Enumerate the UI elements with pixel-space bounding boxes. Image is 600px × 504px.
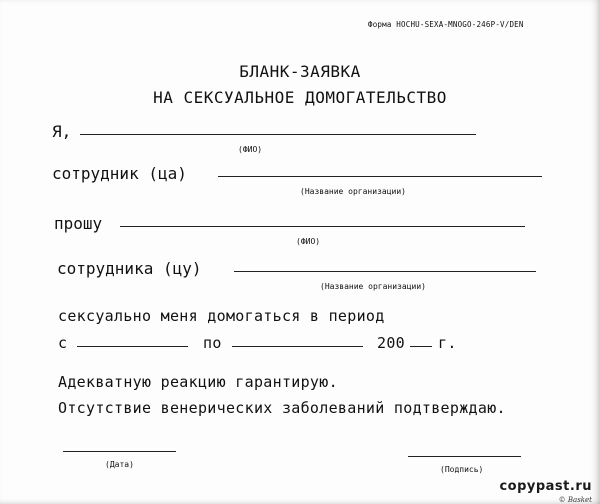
date-line[interactable] bbox=[63, 451, 176, 452]
form-code: Форма HOCHU-SEXA-MNOGO-246P-V/DEN bbox=[368, 20, 524, 29]
i-label: Я, bbox=[52, 122, 72, 141]
year-prefix: 200 bbox=[377, 334, 405, 352]
form-title-line-2: НА СЕКСУАЛЬНОЕ ДОМОГАТЕЛЬСТВО bbox=[153, 88, 447, 107]
request-label: прошу bbox=[54, 214, 103, 233]
date-caption: (Дата) bbox=[105, 460, 134, 469]
employee-of-label: сотрудника (цу) bbox=[57, 259, 202, 278]
to-label: по bbox=[203, 334, 222, 352]
period-text: сексуально меня домогаться в период bbox=[58, 307, 385, 325]
year-suffix: г. bbox=[438, 334, 457, 352]
from-label: с bbox=[58, 334, 68, 352]
org-line-1[interactable] bbox=[218, 176, 542, 177]
name-line-2[interactable] bbox=[120, 226, 525, 227]
artist-signature: © Basket bbox=[558, 496, 592, 504]
employee-label: сотрудник (ца) bbox=[52, 164, 187, 183]
from-date-line[interactable] bbox=[77, 346, 188, 347]
statement-line-2: Отсутствие венерических заболеваний подтверждаю. bbox=[58, 399, 506, 417]
org-caption-2: (Название организации) bbox=[320, 282, 426, 291]
fio-caption-2: (ФИО) bbox=[296, 237, 321, 246]
year-line[interactable] bbox=[410, 346, 432, 347]
signature-line[interactable] bbox=[408, 456, 521, 457]
org-line-2[interactable] bbox=[234, 271, 536, 272]
name-line-1[interactable] bbox=[80, 134, 476, 135]
statement-line-1: Адекватную реакцию гарантирую. bbox=[58, 373, 338, 391]
to-date-line[interactable] bbox=[232, 346, 363, 347]
watermark: copypast.ru bbox=[499, 479, 592, 494]
form-title-line-1: БЛАНК-ЗАЯВКА bbox=[239, 62, 361, 81]
org-caption-1: (Название организации) bbox=[300, 187, 406, 196]
signature-caption: (Подпись) bbox=[440, 465, 484, 474]
fio-caption-1: (ФИО) bbox=[238, 145, 263, 154]
